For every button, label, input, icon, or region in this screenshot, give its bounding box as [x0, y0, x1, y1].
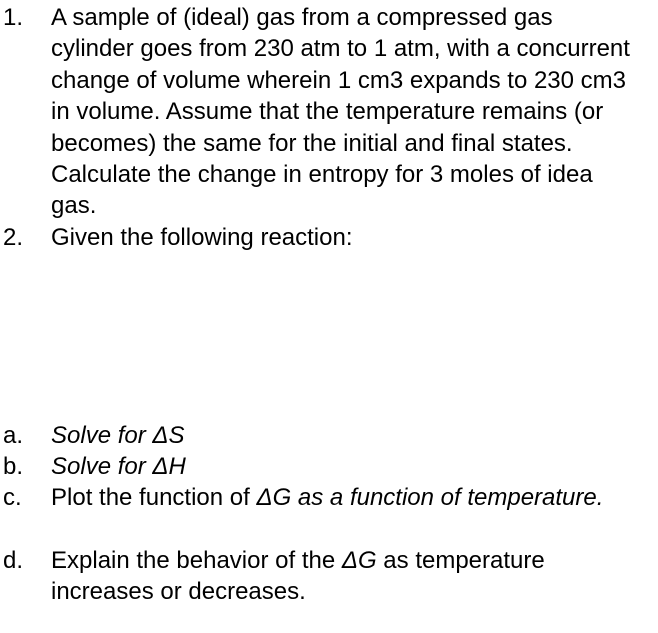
subpart-c-text: [51, 482, 641, 513]
subpart-b-letter: b.: [3, 453, 24, 480]
question-2-number: 2.: [3, 224, 24, 251]
subpart-b-text: Solve for ΔH: [51, 453, 186, 480]
subpart-a-text: Solve for ΔS: [51, 422, 185, 449]
question-1-text: A sample of (ideal) gas from a compressed gas cylinder goes from 230 atm to 1 atm, with a concurrent change of volume wherein 1 cm3 expands to 230 cm3 in volume. Assume that the temperature remains (or becomes) the same for the initial and final states. Calculate the change in entropy for 3 moles of idea gas.: [51, 4, 630, 220]
subpart-c-text-italic: ΔG as a function of temperature.: [256, 484, 604, 511]
subpart-d-text: [51, 545, 641, 608]
subpart-a-letter: a.: [3, 422, 24, 449]
question-1-number: 1.: [3, 4, 24, 31]
subpart-c-letter: c.: [3, 484, 22, 511]
subpart-c-text-plain: Plot the function of: [51, 484, 257, 511]
subpart-d-text-plain-end: as temperature increases or decreases.: [51, 547, 545, 606]
subpart-d-text-plain: Explain the behavior of the: [51, 547, 342, 574]
question-2-text: Given the following reaction:: [51, 224, 353, 251]
subpart-d-letter: d.: [3, 547, 24, 574]
subpart-d-text-italic: ΔG: [341, 547, 377, 574]
